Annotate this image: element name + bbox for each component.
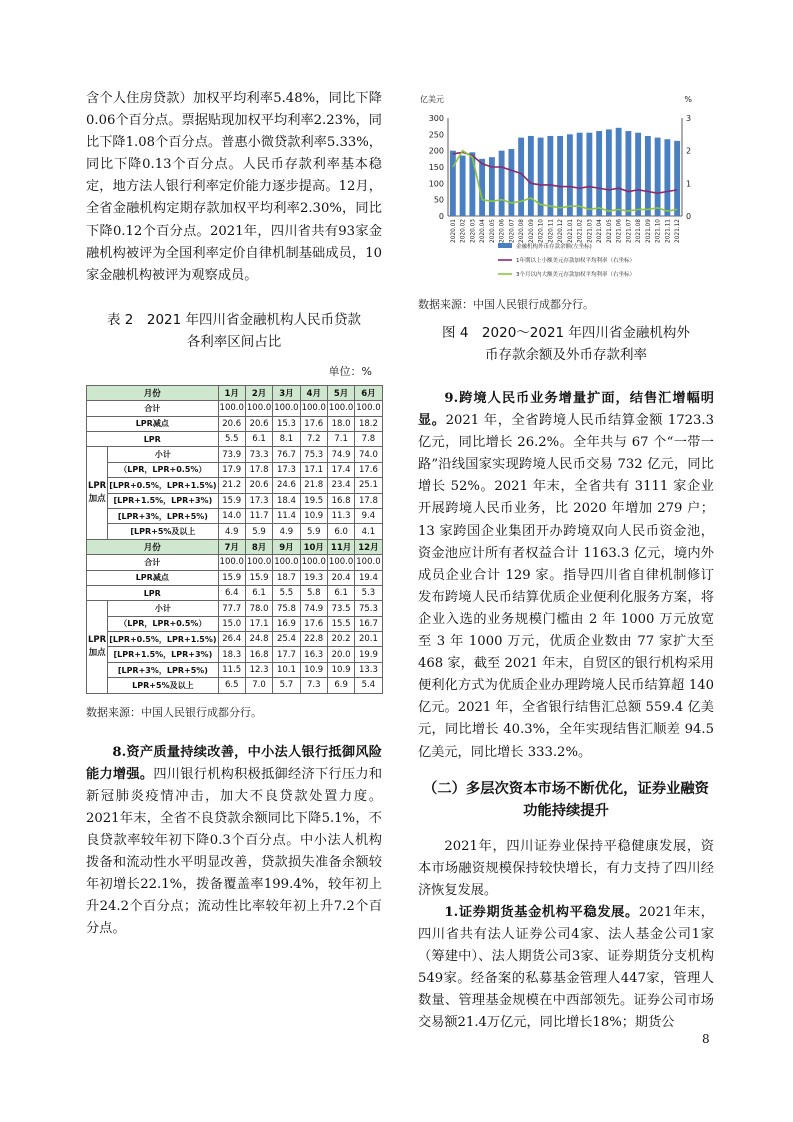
x-tick-label: 2020.06 xyxy=(499,219,506,243)
table-cell: 10.1 xyxy=(273,662,300,677)
table-cell: 5.9 xyxy=(245,524,272,539)
table-cell: 17.6 xyxy=(300,616,327,631)
chart-source: 数据来源：中国人民银行成都分行。 xyxy=(418,298,594,311)
table-cell: 5.4 xyxy=(355,678,382,693)
right-axis-label: % xyxy=(684,95,692,104)
table-cell: 18.4 xyxy=(273,493,300,508)
right-tick-label: 3 xyxy=(686,114,692,123)
table-cell: 15.9 xyxy=(245,570,272,585)
table-cell: 8.1 xyxy=(273,432,300,447)
table-cell: 20.6 xyxy=(245,478,272,493)
table-cell: 19.5 xyxy=(300,493,327,508)
table-cell: 77.7 xyxy=(218,601,245,616)
header-month: 4月 xyxy=(300,385,327,400)
row-label: 小计 xyxy=(108,601,218,616)
paragraph-interest-rates: 含个人住房贷款）加权平均利率5.48%，同比下降0.06个百分点。票据贴现加权平均利率2.23%，同比下降1.08个百分点。普惠小微贷款利率5.33%，同比下降0.13个百分点。人民币存款利率基本稳定，地方法人银行利率定价能力逐步提高。12月，全省金融机构定期存款加权平均利率2.30%，同比下降0.12个百分点。2021年，四川省共有93家金融机构被评为全国利率定价自律机制基础成员，10家金融机构被评为观察成员。 xyxy=(86,91,382,283)
row-label: LPR xyxy=(87,585,219,600)
table-cell: 6.4 xyxy=(218,585,245,600)
header-month: 8月 xyxy=(245,539,272,554)
table-cell: 18.0 xyxy=(327,416,354,431)
table-cell: 15.5 xyxy=(327,616,354,631)
table-cell: 20.6 xyxy=(245,416,272,431)
table-cell: 100.0 xyxy=(273,401,300,416)
table-cell: 100.0 xyxy=(327,401,354,416)
bar xyxy=(655,138,661,216)
table-cell: 74.0 xyxy=(355,447,382,462)
x-tick-label: 2020.03 xyxy=(470,219,477,243)
row-label: 合计 xyxy=(87,555,219,570)
bar xyxy=(518,138,524,216)
table-caption: 表 2 2021 年四川省金融机构人民币贷款各利率区间占比 xyxy=(106,311,362,350)
left-tick-label: 300 xyxy=(428,114,444,123)
table-cell: 25.4 xyxy=(273,632,300,647)
table-unit: 单位：% xyxy=(328,364,372,378)
table-cell: 9.4 xyxy=(355,508,382,523)
bar xyxy=(499,151,505,216)
table-cell: 100.0 xyxy=(300,555,327,570)
group-label-text: LPR 加点 xyxy=(88,481,107,505)
foreign-deposit-chart xyxy=(418,88,714,288)
legend-entry: 金融机构外币存款余额(左坐标) xyxy=(516,244,592,250)
table-row xyxy=(87,478,383,493)
table-row xyxy=(87,462,383,477)
table-cell: 10.9 xyxy=(300,662,327,677)
table-cell: 16.3 xyxy=(300,647,327,662)
table-cell: 20.1 xyxy=(355,632,382,647)
table-cell: 11.5 xyxy=(218,662,245,677)
table-cell: 25.1 xyxy=(355,478,382,493)
left-tick-label: 50 xyxy=(433,195,444,205)
x-tick-label: 2021.03 xyxy=(587,219,594,243)
table-row xyxy=(87,585,383,600)
header-month: 12月 xyxy=(355,539,382,554)
x-tick-label: 2021.05 xyxy=(606,219,613,243)
table-cell: 20.6 xyxy=(218,416,245,431)
table-cell: 5.9 xyxy=(300,524,327,539)
header-month: 9月 xyxy=(273,539,300,554)
legend-entry: 1年期以上小额美元存款加权平均利率（右坐标） xyxy=(516,258,636,264)
row-label: LPR减点 xyxy=(87,416,219,431)
bar xyxy=(528,136,534,216)
x-tick-label: 2020.05 xyxy=(489,219,496,243)
table-row xyxy=(87,555,383,570)
table-source: 数据来源：中国人民银行成都分行。 xyxy=(86,705,262,719)
table-cell: 7.8 xyxy=(355,432,382,447)
table-cell: 7.2 xyxy=(300,432,327,447)
header-month: 3月 xyxy=(273,385,300,400)
group-label xyxy=(87,601,108,693)
table-cell: 18.7 xyxy=(273,570,300,585)
table-cell: 11.3 xyxy=(327,508,354,523)
table-row xyxy=(87,447,383,462)
row-label: 小计 xyxy=(108,447,218,462)
asset-quality-heading: 8.资产质量持续改善，中小法人银行抵御风险能力增强。 xyxy=(86,744,382,782)
cross-border-heading: 9.跨境人民币业务增量扩面，结售汇增幅明显。 xyxy=(418,391,714,429)
left-axis-label: 亿美元 xyxy=(420,95,444,104)
bar xyxy=(450,151,456,216)
x-tick-label: 2021.07 xyxy=(626,219,633,243)
x-tick-label: 2020.07 xyxy=(509,219,516,243)
table-cell: 7.1 xyxy=(327,432,354,447)
table-cell: 6.5 xyxy=(218,678,245,693)
table-cell: 74.9 xyxy=(327,447,354,462)
row-label: [LPR+1.5%，LPR+3%) xyxy=(108,493,218,508)
series-line xyxy=(453,151,677,211)
table-cell: 16.8 xyxy=(327,493,354,508)
row-label: LPR减点 xyxy=(87,570,219,585)
table-cell: 21.8 xyxy=(300,478,327,493)
row-label: [LPR+1.5%，LPR+3%) xyxy=(108,647,218,662)
header-month-label: 月份 xyxy=(87,539,219,554)
table-cell: 100.0 xyxy=(355,555,382,570)
table-cell: 11.4 xyxy=(273,508,300,523)
table-cell: 17.6 xyxy=(300,416,327,431)
series-line xyxy=(453,152,677,193)
table-cell: 15.9 xyxy=(218,570,245,585)
header-month: 1月 xyxy=(218,385,245,400)
x-tick-label: 2021.01 xyxy=(567,219,574,243)
row-label: [LPR+0.5%，LPR+1.5%) xyxy=(108,632,218,647)
bar xyxy=(664,139,670,216)
table-row xyxy=(87,601,383,616)
table-cell: 18.2 xyxy=(355,416,382,431)
table-cell: 6.0 xyxy=(327,524,354,539)
table-cell: 73.5 xyxy=(327,601,354,616)
table-row xyxy=(87,493,383,508)
table-cell: 100.0 xyxy=(245,555,272,570)
table-cell: 5.5 xyxy=(218,432,245,447)
bar xyxy=(567,134,573,216)
table-cell: 4.9 xyxy=(273,524,300,539)
table-cell: 11.7 xyxy=(245,508,272,523)
table-cell: 20.4 xyxy=(327,570,354,585)
table-cell: 100.0 xyxy=(300,401,327,416)
left-tick-label: 0 xyxy=(438,212,444,221)
bar xyxy=(577,133,583,216)
bar xyxy=(460,156,466,216)
table-row xyxy=(87,432,383,447)
x-tick-label: 2020.09 xyxy=(528,219,535,243)
x-tick-label: 2021.11 xyxy=(665,219,672,243)
row-label: LPR xyxy=(87,432,219,447)
table-cell: 20.0 xyxy=(327,647,354,662)
table-cell: 7.3 xyxy=(300,678,327,693)
table-cell: 100.0 xyxy=(355,401,382,416)
table-cell: 6.1 xyxy=(245,585,272,600)
table-cell: 78.0 xyxy=(245,601,272,616)
table-cell: 17.1 xyxy=(300,462,327,477)
table-cell: 73.9 xyxy=(218,447,245,462)
table-header-row xyxy=(87,539,383,554)
table-cell: 20.2 xyxy=(327,632,354,647)
x-tick-label: 2020.01 xyxy=(450,219,457,243)
bar xyxy=(469,152,475,216)
x-tick-label: 2021.09 xyxy=(645,219,652,243)
table-row xyxy=(87,570,383,585)
x-tick-label: 2020.04 xyxy=(480,219,487,243)
table-cell: 13.3 xyxy=(355,662,382,677)
table-cell: 16.7 xyxy=(355,616,382,631)
table-cell: 17.4 xyxy=(327,462,354,477)
row-label: [LPR+3%，LPR+5%) xyxy=(108,662,218,677)
institutions-heading: 1.证券期货基金机构平稳发展。 xyxy=(444,904,639,920)
table-cell: 5.3 xyxy=(355,585,382,600)
right-tick-label: 2 xyxy=(686,146,692,156)
page-number: 8 xyxy=(702,1032,710,1046)
x-tick-label: 2020.08 xyxy=(519,219,526,243)
table-cell: 75.3 xyxy=(355,601,382,616)
table-cell: 17.3 xyxy=(245,493,272,508)
table-cell: 22.8 xyxy=(300,632,327,647)
x-tick-label: 2020.10 xyxy=(538,219,545,243)
table-cell: 76.7 xyxy=(273,447,300,462)
table-cell: 17.9 xyxy=(218,462,245,477)
row-label: [LPR+0.5%，LPR+1.5%) xyxy=(108,478,218,493)
x-tick-label: 2021.10 xyxy=(655,219,662,243)
table-cell: 4.1 xyxy=(355,524,382,539)
x-tick-label: 2020.02 xyxy=(460,219,467,243)
table-cell: 19.9 xyxy=(355,647,382,662)
paragraph-securities: 2021年，四川证券业保持平稳健康发展，资本市场融资规模保持较快增长，有力支持了四川经济恢复发展。 xyxy=(418,838,714,898)
header-month: 5月 xyxy=(327,385,354,400)
x-tick-label: 2020.12 xyxy=(558,219,565,243)
left-tick-label: 150 xyxy=(428,163,444,172)
right-tick-label: 1 xyxy=(686,179,692,189)
header-month: 2月 xyxy=(245,385,272,400)
table-cell: 17.1 xyxy=(245,616,272,631)
left-tick-label: 250 xyxy=(428,130,444,140)
bar xyxy=(606,129,612,216)
table-cell: 5.5 xyxy=(273,585,300,600)
bar xyxy=(645,136,651,216)
table-cell: 100.0 xyxy=(327,555,354,570)
table-cell: 17.7 xyxy=(273,647,300,662)
header-month: 10月 xyxy=(300,539,327,554)
legend-entry: 3个月以内大额美元存款加权平均利率（右坐标） xyxy=(516,272,636,278)
table-cell: 16.8 xyxy=(245,647,272,662)
table-cell: 16.9 xyxy=(273,616,300,631)
table-cell: 6.1 xyxy=(245,432,272,447)
table-cell: 5.7 xyxy=(273,678,300,693)
table-cell: 15.9 xyxy=(218,493,245,508)
table-cell: 100.0 xyxy=(218,401,245,416)
table-cell: 100.0 xyxy=(245,401,272,416)
table-cell: 24.8 xyxy=(245,632,272,647)
table-cell: 26.4 xyxy=(218,632,245,647)
table-cell: 74.9 xyxy=(300,601,327,616)
paragraph-asset-quality xyxy=(86,742,382,941)
section-heading: （二）多层次资本市场不断优化，证券业融资功能持续提升 xyxy=(423,780,709,819)
table-cell: 19.3 xyxy=(300,570,327,585)
table-cell: 19.4 xyxy=(355,570,382,585)
table-cell: 21.2 xyxy=(218,478,245,493)
bar xyxy=(674,141,680,216)
row-label: （LPR，LPR+0.5%） xyxy=(108,616,218,631)
table-row xyxy=(87,524,383,539)
table-row xyxy=(87,662,383,677)
bar xyxy=(508,149,514,216)
row-label: LPR+5%及以上 xyxy=(108,678,218,693)
left-tick-label: 200 xyxy=(428,146,444,156)
table-cell: 4.9 xyxy=(218,524,245,539)
group-label-text: LPR 加点 xyxy=(88,634,107,658)
x-tick-label: 2020.11 xyxy=(548,219,555,243)
table-cell: 12.3 xyxy=(245,662,272,677)
table-cell: 15.0 xyxy=(218,616,245,631)
table-row xyxy=(87,401,383,416)
header-month: 6月 xyxy=(355,385,382,400)
table-row xyxy=(87,647,383,662)
loan-rate-table xyxy=(86,385,383,694)
x-tick-label: 2021.12 xyxy=(675,219,682,243)
table-cell: 73.3 xyxy=(245,447,272,462)
table-cell: 6.9 xyxy=(327,678,354,693)
row-label: [LPR+5%及以上 xyxy=(108,524,218,539)
asset-quality-text: 四川银行机构积极抵御经济下行压力和新冠肺炎疫情冲击，加大不良贷款处置力度。2021年末，全省不良贷款余额同比下降5.1%，不良贷款率较年初下降0.3个百分点。中小法人机构拨备和流动性水平明显改善，贷款损失准备余额较年初增长22.1%，拨备覆盖率199.4%，较年初上升24.2个百分点；流动性比率较年初上升7.2个百分点。 xyxy=(86,766,383,937)
row-label: （LPR，LPR+0.5%） xyxy=(108,462,218,477)
header-month: 11月 xyxy=(327,539,354,554)
table-cell: 5.8 xyxy=(300,585,327,600)
right-column xyxy=(418,88,714,1034)
x-tick-label: 2021.04 xyxy=(597,219,604,243)
paragraph-institutions xyxy=(418,902,714,1035)
legend-swatch xyxy=(498,243,512,248)
left-tick-label: 100 xyxy=(428,179,444,189)
bar xyxy=(596,131,602,216)
right-tick-label: 0 xyxy=(686,212,692,221)
header-month-label: 月份 xyxy=(87,385,219,400)
row-label: 合计 xyxy=(87,401,219,416)
bar xyxy=(586,133,592,216)
table-cell: 17.6 xyxy=(355,462,382,477)
table-cell: 100.0 xyxy=(273,555,300,570)
table-row xyxy=(87,678,383,693)
bar xyxy=(625,131,631,216)
table-row xyxy=(87,616,383,631)
table-cell: 100.0 xyxy=(218,555,245,570)
table-row xyxy=(87,508,383,523)
x-tick-label: 2021.08 xyxy=(636,219,643,243)
table-cell: 6.1 xyxy=(327,585,354,600)
table-cell: 18.3 xyxy=(218,647,245,662)
bar xyxy=(635,133,641,216)
group-label xyxy=(87,447,108,539)
paragraph-cross-border xyxy=(418,388,714,764)
table-cell: 75.3 xyxy=(300,447,327,462)
x-tick-label: 2021.06 xyxy=(616,219,623,243)
chart-caption: 图 4 2020～2021 年四川省金融机构外币存款余额及外币存款利率 xyxy=(442,325,690,363)
table-cell: 10.9 xyxy=(327,662,354,677)
table-cell: 7.0 xyxy=(245,678,272,693)
left-column xyxy=(86,88,382,941)
header-month: 7月 xyxy=(218,539,245,554)
table-row xyxy=(87,416,383,431)
table-cell: 10.9 xyxy=(300,508,327,523)
table-cell: 17.8 xyxy=(355,493,382,508)
table-cell: 17.3 xyxy=(273,462,300,477)
table-cell: 75.8 xyxy=(273,601,300,616)
table-cell: 14.0 xyxy=(218,508,245,523)
bar xyxy=(616,128,622,216)
table-row xyxy=(87,632,383,647)
table-cell: 17.8 xyxy=(245,462,272,477)
table-cell: 24.6 xyxy=(273,478,300,493)
bar xyxy=(557,136,563,216)
x-tick-label: 2021.02 xyxy=(577,219,584,243)
institutions-text: 2021年末，四川省共有法人证券公司4家、法人基金公司1家（筹建中）、法人期货公司3家、证券期货分支机构549家。经备案的私募基金管理人447家，管理人数量、管理基金规模在中西部领先。证券公司市场交易额21.4万亿元，同比增长18%；期货公 xyxy=(418,904,714,1031)
table-cell: 23.4 xyxy=(327,478,354,493)
bar xyxy=(547,136,553,216)
cross-border-text: 2021 年，全省跨境人民币结算金额 1723.3 亿元，同比增长 26.2%。全年共与 67 个“一带一路”沿线国家实现跨境人民币交易 732 亿元，同比增长 52%。2021 年末，全省共有 3111 家企业开展跨境人民币业务，比 2020 年增加 279 户；13 家跨国企业集团开办跨境双向人民币资金池，资金池应计所有者权益合计 1163.3 亿元，境内外成员企业合计 129 家。指导四川省自律机制修订发布跨境人民币结算优质企业便利化服务方案，将企业入选的业务规模门槛由 2 年 1000 万元放宽至 3 年 1000 万元，优质企业数由 77 家扩大至 468 家，截至 2021 年末，自贸区的银行机构采用便利化方式为优质企业办理跨境人民币结算超 140 亿元。2021 年，全省银行结售汇总额 559.4 亿美元，同比增长 40.3%，全年实现结售汇顺差 94.5 亿美元，同比增长 333.2%。 xyxy=(418,413,714,760)
row-label: [LPR+3%，LPR+5%) xyxy=(108,508,218,523)
table-cell: 15.3 xyxy=(273,416,300,431)
table-header-row xyxy=(87,385,383,400)
